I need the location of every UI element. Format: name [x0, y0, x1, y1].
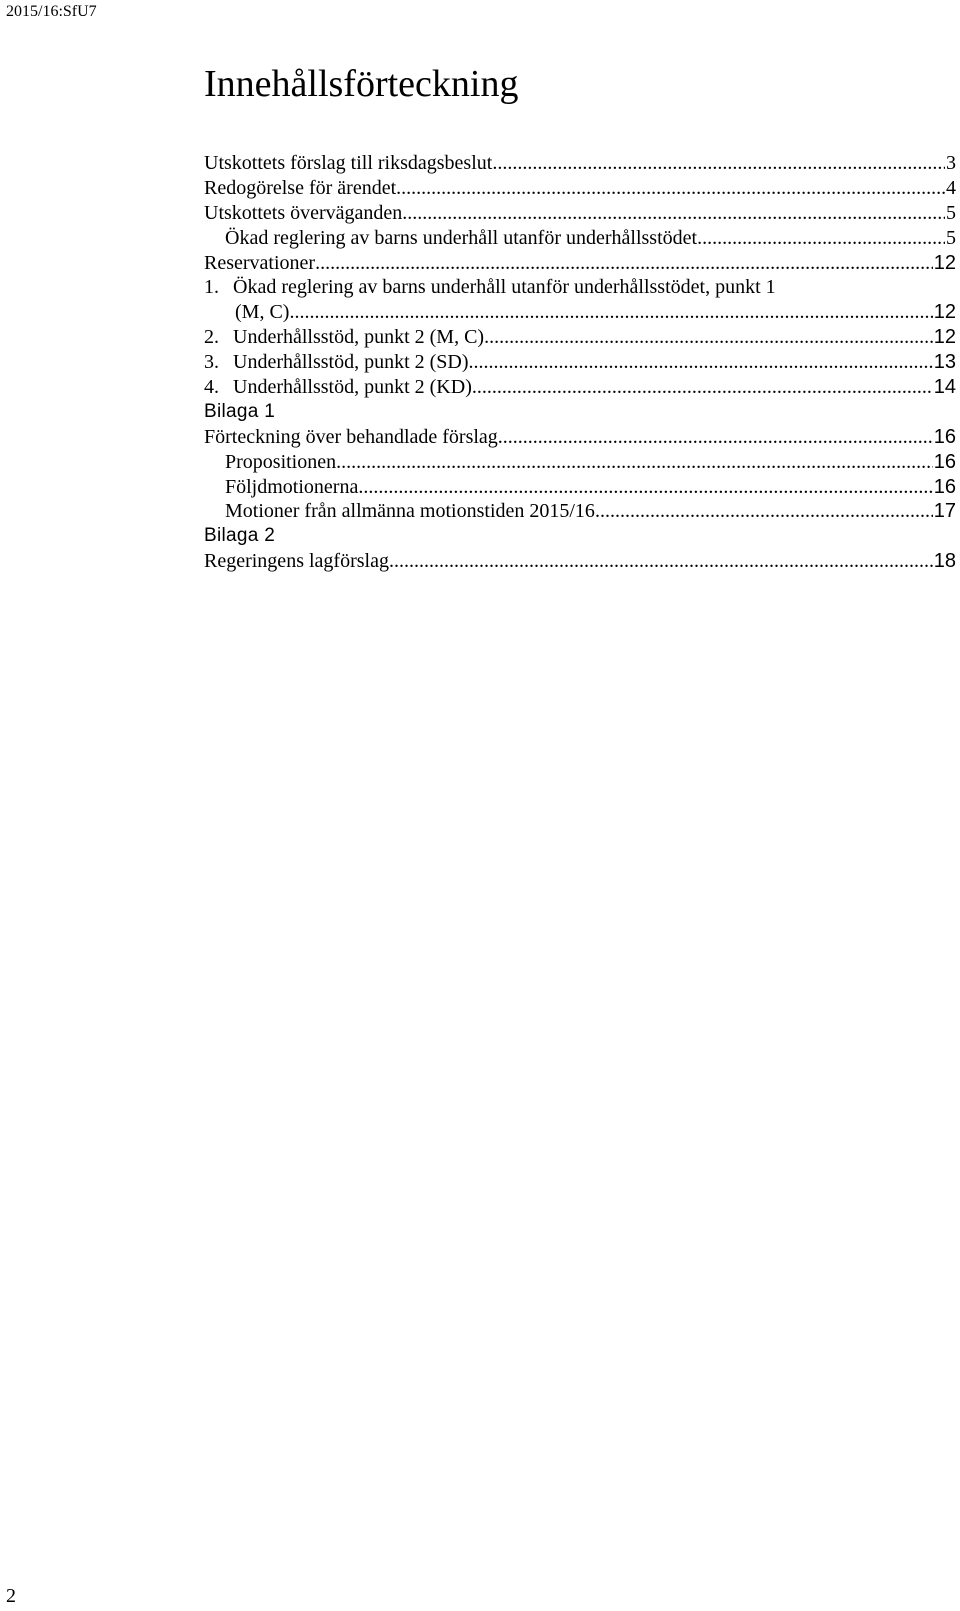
toc-entry-reservation-2[interactable]	[204, 325, 956, 350]
toc-entry-label: Följdmotionerna	[225, 475, 359, 498]
toc-page-number: 16	[933, 425, 956, 448]
page-number: 2	[6, 1585, 16, 1607]
toc-entry-label: Utskottets överväganden	[204, 201, 403, 224]
toc-entry-regeringens-lagforslag[interactable]	[204, 549, 956, 574]
toc-page-number: 16	[933, 450, 956, 473]
toc-page-number: 17	[933, 500, 956, 523]
toc-entry-label: Ökad reglering av barns underhåll utanför underhållsstödet	[225, 226, 698, 249]
toc-page-number: 16	[933, 475, 956, 498]
dot-leader	[289, 300, 932, 325]
toc-entry-label: Underhållsstöd, punkt 2 (KD)	[233, 376, 472, 399]
toc-entry-bilaga-2[interactable]	[204, 524, 956, 549]
toc-entry-label: Förteckning över behandlade förslag	[204, 425, 498, 448]
dot-leader	[484, 325, 933, 350]
toc-entry-label: Motioner från allmänna motionstiden 2015/16	[225, 500, 595, 523]
toc-entry-reservation-1[interactable]	[204, 275, 956, 300]
toc-page-number: 12	[933, 301, 956, 324]
toc-entry-label: Bilaga 2	[204, 525, 276, 547]
toc-entry-number: 2.	[204, 326, 219, 349]
toc-entry-forteckning[interactable]	[204, 425, 956, 450]
dot-leader	[498, 425, 933, 450]
toc-page-number: 14	[933, 376, 956, 399]
dot-leader	[336, 450, 933, 475]
toc-entry-label: Redogörelse för ärendet	[204, 176, 397, 199]
toc-page-number: 3	[946, 152, 956, 174]
dot-leader	[389, 549, 933, 574]
toc-entry-number: 3.	[204, 351, 219, 374]
page-title: Innehållsförteckning	[204, 63, 519, 105]
toc-entry-label: (M, C)	[235, 301, 290, 324]
dot-leader	[396, 176, 945, 201]
toc-entry-reservationer[interactable]	[204, 251, 956, 276]
dot-leader	[402, 201, 945, 226]
toc-entry-propositionen[interactable]	[204, 450, 956, 475]
toc-entry-foljdmotionerna[interactable]	[204, 475, 956, 500]
toc-entry-label: Reservationer	[204, 251, 316, 274]
dot-leader	[469, 350, 933, 375]
toc-page-number: 5	[946, 226, 956, 249]
toc-entry-bilaga-1[interactable]	[204, 400, 956, 425]
toc-page-number: 12	[933, 326, 956, 349]
toc-entry-okad-reglering[interactable]	[204, 226, 956, 251]
toc-entry-label: Regeringens lagförslag	[204, 550, 389, 573]
toc-entry-label: Ökad reglering av barns underhåll utanför underhållsstödet, punkt 1	[233, 276, 776, 299]
toc-entry-reservation-3[interactable]	[204, 350, 956, 375]
toc-entry-motioner[interactable]	[204, 499, 956, 524]
toc-page-number: 13	[933, 351, 956, 374]
toc-page-number: 12	[933, 251, 956, 274]
toc-entry-label: Propositionen	[225, 450, 337, 473]
toc-entry-reservation-1-cont[interactable]	[204, 300, 956, 325]
toc-page-number: 18	[933, 550, 956, 573]
dot-leader	[595, 499, 933, 524]
toc-entry-redogorelse[interactable]	[204, 176, 956, 201]
toc-entry-label: Underhållsstöd, punkt 2 (SD)	[233, 351, 469, 374]
toc-entry-utskottets-forslag[interactable]	[204, 151, 956, 176]
dot-leader	[358, 475, 932, 500]
dot-leader	[472, 375, 933, 400]
toc-entry-number: 4.	[204, 376, 219, 399]
toc-entry-label: Utskottets förslag till riksdagsbeslut	[204, 152, 493, 174]
toc-entry-label: Underhållsstöd, punkt 2 (M, C)	[233, 326, 485, 349]
toc-page-number: 4	[946, 176, 956, 199]
dot-leader	[315, 251, 933, 276]
toc-page-number: 5	[946, 201, 956, 224]
toc-entry-number: 1.	[204, 276, 219, 299]
table-of-contents	[204, 151, 956, 574]
dot-leader	[492, 151, 945, 176]
dot-leader	[697, 226, 945, 251]
document-id: 2015/16:SfU7	[6, 3, 97, 20]
toc-entry-utskottets-overvaganden[interactable]	[204, 201, 956, 226]
toc-entry-label: Bilaga 1	[204, 400, 276, 422]
toc-entry-reservation-4[interactable]	[204, 375, 956, 400]
